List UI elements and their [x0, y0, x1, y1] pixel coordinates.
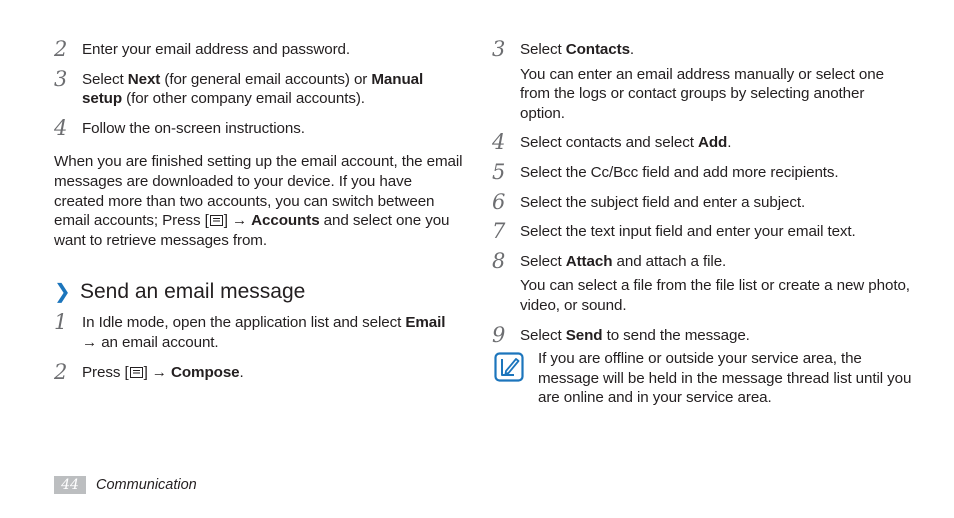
step-text: . [629, 41, 635, 58]
section-heading [54, 280, 464, 304]
step-4-follow-instructions [54, 115, 464, 140]
step-number: 6 [492, 189, 506, 214]
step-9-send [492, 322, 912, 347]
step-text: Enter your email address and password. [82, 41, 351, 58]
step-number: 3 [492, 37, 506, 61]
step-text: to send the message. [602, 326, 750, 344]
bold-add: Add [697, 134, 728, 152]
menu-key-icon [210, 215, 223, 226]
chevron-right-icon: ❯ [54, 281, 71, 304]
bold-accounts: Accounts [251, 212, 320, 230]
step-3-select-next [54, 66, 464, 109]
step-number: 3 [54, 66, 68, 91]
bold-manual-setup: Manual setup [82, 70, 424, 108]
bold-attach: Attach [565, 252, 613, 270]
page-number: 44 [54, 476, 86, 494]
step-text: Select [82, 70, 128, 88]
note-text: If you are offline or outside your service area, the message will be held in the message thread list until you are online and in your service area. [538, 350, 912, 407]
bold-email: Email [405, 314, 446, 332]
section-title: Send an email message [80, 280, 306, 304]
step-1-open-email [54, 310, 464, 352]
step-number: 2 [54, 359, 68, 384]
offline-note [492, 349, 912, 408]
step-6-subject [492, 189, 912, 214]
step-text: Select the text input field and enter your email text. [520, 223, 856, 241]
step-text: and attach a file. [612, 252, 727, 270]
step-text: Select the subject field and enter a subject. [520, 193, 806, 211]
step-3-select-contacts [492, 37, 912, 123]
note-pencil-icon [494, 352, 524, 382]
step-text: Select [520, 252, 566, 270]
step-text: → an email account. [82, 333, 219, 351]
step-text: Select [520, 326, 566, 344]
step-text: Press [ [82, 363, 129, 381]
footer-section-label: Communication [96, 477, 197, 493]
step-4-select-add [492, 130, 912, 155]
step-text: . [727, 134, 732, 152]
bold-contacts: Contacts [565, 41, 630, 58]
step-number: 9 [492, 322, 506, 347]
step-text: ] → [143, 363, 172, 381]
step-text: Select contacts and select [520, 134, 698, 152]
page-footer [54, 476, 197, 494]
step-number: 5 [492, 159, 506, 184]
step-number: 8 [492, 248, 506, 273]
bold-send: Send [565, 326, 603, 344]
paragraph-text: ] → [223, 212, 252, 230]
step-2-enter-credentials [54, 37, 464, 61]
step-number: 4 [492, 130, 506, 155]
step-7-email-text [492, 219, 912, 244]
accounts-paragraph [54, 152, 464, 250]
step-text: Select [520, 41, 566, 58]
right-column [492, 37, 912, 408]
step-8-attach [492, 248, 912, 316]
step-text: (for other company email accounts). [122, 90, 365, 108]
step-text: Follow the on-screen instructions. [82, 119, 305, 137]
paragraph-text: When you are finished setting up the email account, the email messages are downloaded to your device. If you have created more than two accounts, you can switch between email accounts; Press [ [54, 153, 463, 230]
step-number: 4 [54, 115, 68, 140]
step-number: 1 [54, 310, 68, 335]
bold-compose: Compose [171, 363, 240, 381]
step-text: (for general email accounts) or [160, 70, 372, 88]
step-text: In Idle mode, open the application list and select [82, 314, 406, 332]
left-column [54, 37, 464, 384]
step-5-cc-bcc [492, 159, 912, 184]
menu-key-icon [130, 367, 143, 378]
step-text: Select the Cc/Bcc field and add more recipients. [520, 163, 839, 181]
step-subtext: You can select a file from the file list or create a new photo, video, or sound. [520, 277, 910, 314]
step-number: 7 [492, 219, 506, 244]
step-2-compose [54, 359, 464, 384]
bold-next: Next [127, 70, 161, 88]
step-number: 2 [54, 37, 68, 61]
paragraph-text: and select one you want to retrieve messages from. [54, 212, 450, 249]
step-subtext: You can enter an email address manually or select one from the logs or contact groups by selecting another option. [520, 65, 884, 122]
step-text: . [239, 363, 244, 381]
